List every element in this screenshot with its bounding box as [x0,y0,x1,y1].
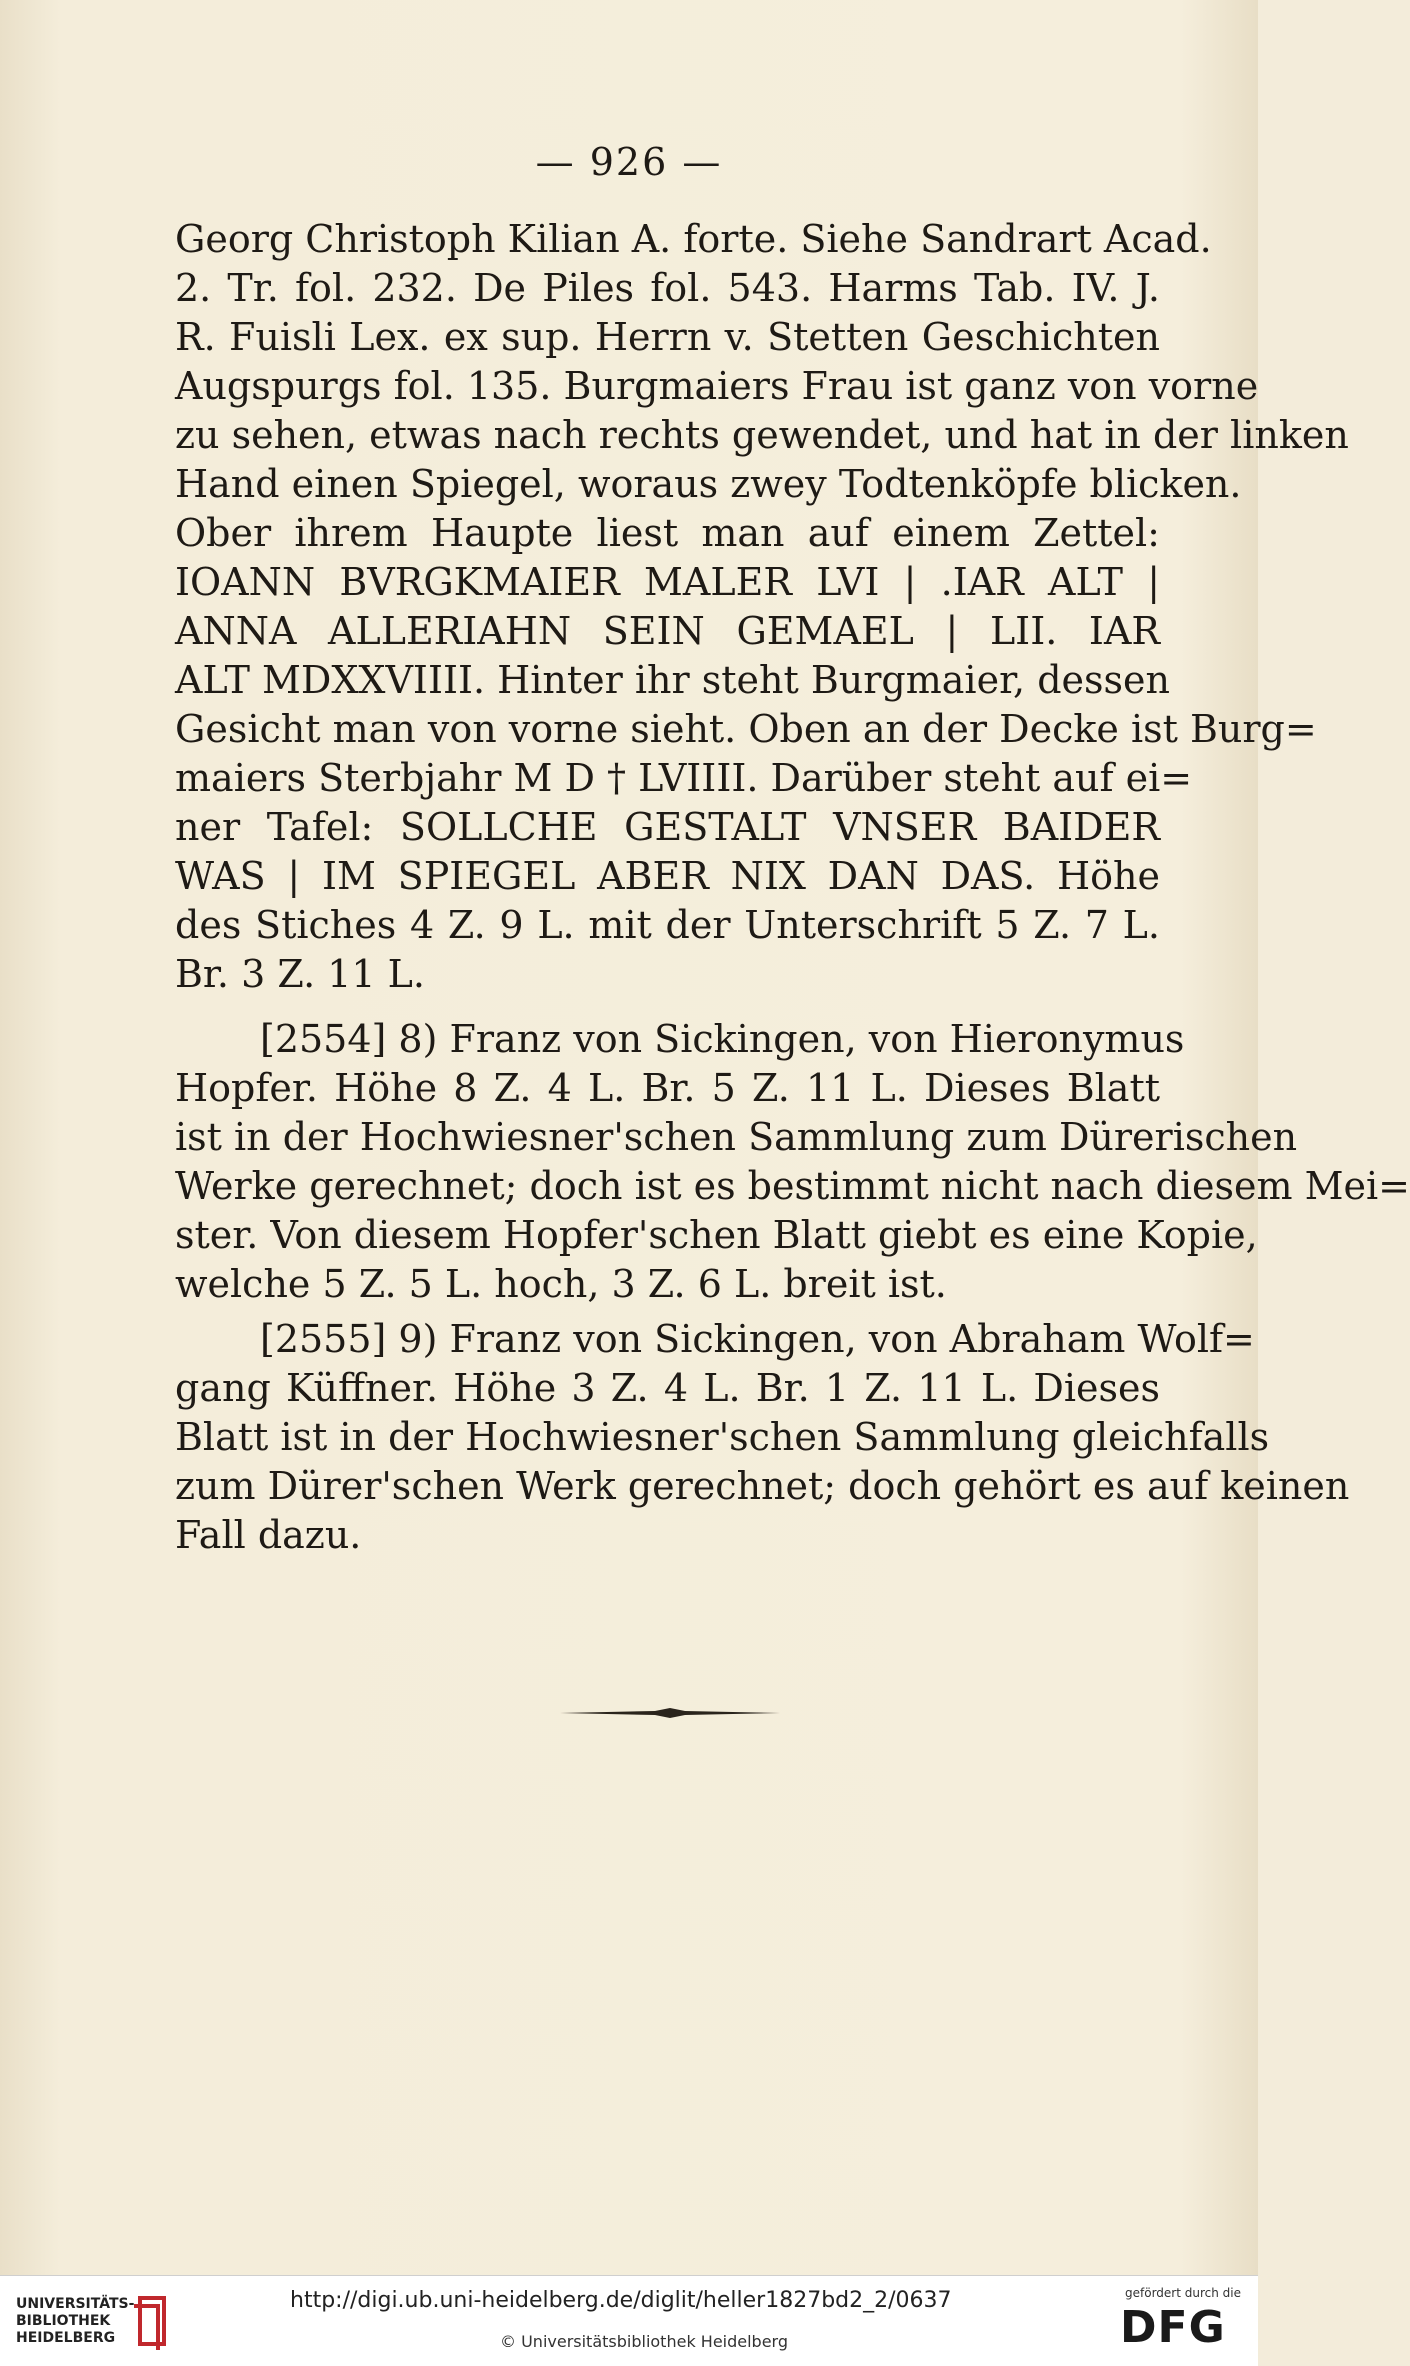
copyright-text: © Universitätsbibliothek Heidelberg [500,2332,789,2351]
text-line: 2. Tr. fol. 232. De Piles fol. 543. Harms Tab. IV. J. [175,266,1160,310]
text-line: [2554] 8) Franz von Sickingen, von Hieronymus [260,1017,1185,1061]
text-line: Hand einen Spiegel, woraus zwey Todtenköpfe blicken. [175,462,1242,506]
dfg-logo[interactable]: DFG [1120,2302,1226,2353]
logo-line: UNIVERSITÄTS- [16,2296,135,2312]
text-line: Hopfer. Höhe 8 Z. 4 L. Br. 5 Z. 11 L. Dieses Blatt [175,1066,1160,1110]
text-line: Gesicht man von vorne sieht. Oben an der Decke ist Burg= [175,707,1317,751]
text-line: Blatt ist in der Hochwiesner'schen Sammlung gleichfalls [175,1415,1270,1459]
text-line: ster. Von diesem Hopfer'schen Blatt giebt es eine Kopie, [175,1213,1258,1257]
paragraph-2555 [175,1315,1350,1560]
text-line: Ober ihrem Haupte liest man auf einem Zettel: [175,511,1160,555]
text-line: ist in der Hochwiesner'schen Sammlung zum Dürerischen [175,1115,1298,1159]
text-line: [2555] 9) Franz von Sickingen, von Abraham Wolf= [260,1317,1255,1361]
paragraph-2554 [175,1015,1410,1309]
text-line: Augspurgs fol. 135. Burgmaiers Frau ist ganz von vorne [175,364,1259,408]
library-logo-icon[interactable] [130,2292,174,2350]
text-line: Werke gerechnet; doch ist es bestimmt nicht nach diesem Mei= [175,1164,1410,1208]
text-line: Br. 3 Z. 11 L. [175,952,425,996]
text-line: zum Dürer'schen Werk gerechnet; doch gehört es auf keinen [175,1464,1350,1508]
text-line: ANNA ALLERIAHN SEIN GEMAEL | LII. IAR [175,609,1160,653]
text-line: des Stiches 4 Z. 9 L. mit der Unterschrift 5 Z. 7 L. [175,903,1160,947]
text-line: ALT MDXXVIIII. Hinter ihr steht Burgmaier, dessen [175,658,1170,702]
logo-line: HEIDELBERG [16,2330,116,2346]
text-line: maiers Sterbjahr M D † LVIIII. Darüber steht auf ei= [175,756,1193,800]
text-line: R. Fuisli Lex. ex sup. Herrn v. Stetten Geschichten [175,315,1160,359]
section-divider-ornament [560,1706,780,1720]
permalink-url[interactable]: http://digi.ub.uni-heidelberg.de/diglit/heller1827bd2_2/0637 [290,2288,952,2313]
text-line: WAS | IM SPIEGEL ABER NIX DAN DAS. Höhe [175,854,1160,898]
text-line: Fall dazu. [175,1513,362,1557]
text-line: welche 5 Z. 5 L. hoch, 3 Z. 6 L. breit ist. [175,1262,947,1306]
text-line: zu sehen, etwas nach rechts gewendet, und hat in der linken [175,413,1349,457]
text-line: gang Küffner. Höhe 3 Z. 4 L. Br. 1 Z. 11 L. Dieses [175,1366,1160,1410]
paragraph-burgmaier [175,215,1349,999]
text-line: IOANN BVRGKMAIER MALER LVI | .IAR ALT | [175,560,1160,604]
sponsor-label: gefördert durch die [1125,2286,1241,2300]
library-logo-text[interactable] [16,2296,134,2347]
logo-line: BIBLIOTHEK [16,2313,111,2329]
text-line: ner Tafel: SOLLCHE GESTALT VNSER BAIDER [175,805,1160,849]
text-line: Georg Christoph Kilian A. forte. Siehe Sandrart Acad. [175,217,1212,261]
page-number: — 926 — [535,140,723,184]
viewer-footer [0,2275,1258,2366]
